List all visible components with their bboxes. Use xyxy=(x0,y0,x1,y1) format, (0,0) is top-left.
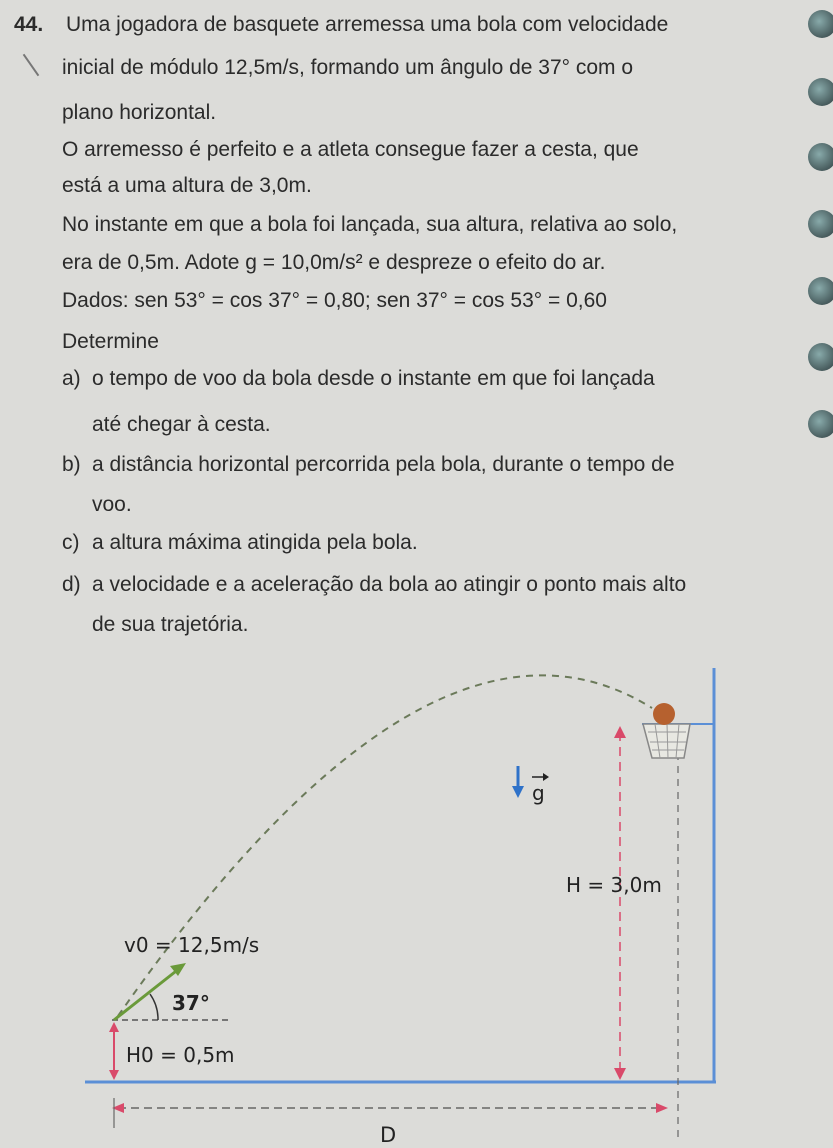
velocity-label: v0 = 12,5m/s xyxy=(124,933,260,957)
hoop-net xyxy=(643,724,690,758)
item-d-label: d) xyxy=(62,573,81,596)
distance-arrowhead-right xyxy=(656,1103,668,1113)
question-line-3: plano horizontal. xyxy=(62,101,217,124)
question-line-4: O arremesso é perfeito e a atleta consegue fazer a cesta, que xyxy=(62,138,639,161)
item-c-label: c) xyxy=(62,531,80,554)
question-line-1: Uma jogadora de basquete arremessa uma bola com velocidade xyxy=(66,13,669,36)
item-c-line-1: a altura máxima atingida pela bola. xyxy=(92,531,418,554)
angle-label: 37° xyxy=(172,991,210,1015)
item-b-line-1: a distância horizontal percorrida pela bola, durante o tempo de xyxy=(92,453,675,476)
item-a-line-1: o tempo de voo da bola desde o instante em que foi lançada xyxy=(92,367,655,390)
question-line-7: era de 0,5m. Adote g = 10,0m/s² e despreze o efeito do ar. xyxy=(62,251,606,274)
question-line-8: Dados: sen 53° = cos 37° = 0,80; sen 37° = cos 53° = 0,60 xyxy=(62,289,607,312)
basketball-icon xyxy=(653,703,675,725)
height-arrowhead-down xyxy=(614,1068,626,1080)
initial-height-arrowhead-up xyxy=(109,1022,119,1032)
height-arrowhead-up xyxy=(614,726,626,738)
item-a-label: a) xyxy=(62,367,81,390)
item-a-line-2: até chegar à cesta. xyxy=(92,413,271,436)
question-line-2: inicial de módulo 12,5m/s, formando um ângulo de 37° com o xyxy=(62,56,634,79)
initial-height-label: H0 = 0,5m xyxy=(126,1043,235,1067)
gravity-arrowhead xyxy=(512,786,524,798)
trajectory-path xyxy=(118,675,652,1016)
distance-label: D xyxy=(380,1123,397,1147)
question-line-9: Determine xyxy=(62,330,159,353)
gravity-label: g xyxy=(532,781,545,805)
question-number: 44. xyxy=(14,13,44,36)
initial-height-arrowhead-down xyxy=(109,1070,119,1080)
question-line-6: No instante em que a bola foi lançada, sua altura, relativa ao solo, xyxy=(62,213,678,236)
velocity-arrow xyxy=(114,968,180,1020)
gravity-vector-bar-head xyxy=(543,773,549,781)
question-line-5: está a uma altura de 3,0m. xyxy=(62,174,312,197)
item-d-line-1: a velocidade e a aceleração da bola ao atingir o ponto mais alto xyxy=(92,573,687,596)
item-d-line-2: de sua trajetória. xyxy=(92,613,249,636)
height-label: H = 3,0m xyxy=(566,873,662,897)
item-b-line-2: voo. xyxy=(92,493,132,516)
angle-arc xyxy=(150,994,158,1020)
item-b-label: b) xyxy=(62,453,81,476)
